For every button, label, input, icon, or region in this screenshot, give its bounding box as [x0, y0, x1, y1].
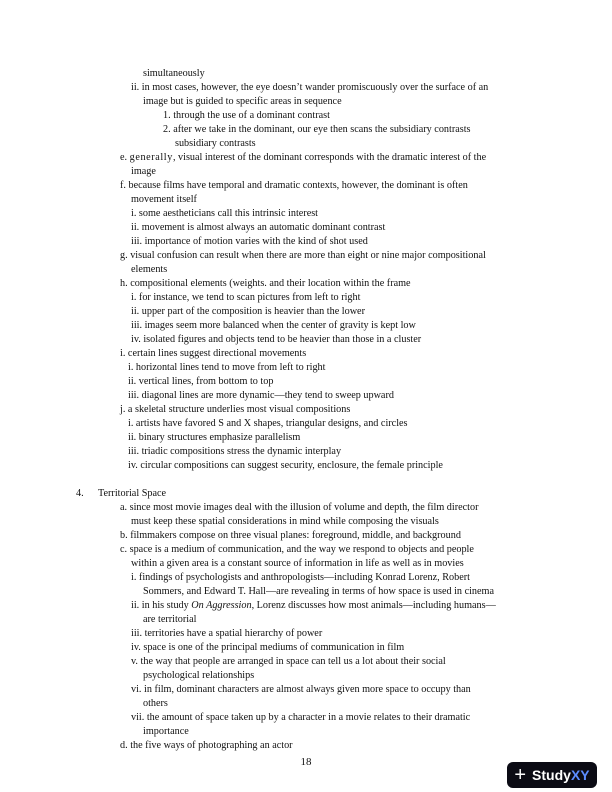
watermark-brand-b: XY	[570, 767, 590, 783]
text-line: iii. diagonal lines are more dynamic—they tend to sweep upward	[128, 390, 394, 401]
text-line: iv. isolated figures and objects tend to be heavier than those in a cluster	[131, 334, 422, 345]
text-line: 2. after we take in the dominant, our eye then scans the subsidiary contrasts	[163, 124, 471, 135]
text-line: elements	[131, 264, 168, 275]
section-heading: Territorial Space	[98, 488, 167, 499]
text-line: i. certain lines suggest directional movements	[120, 348, 307, 359]
text-line: ii. in most cases, however, the eye doesn’t wander promiscuously over the surface of an	[131, 82, 489, 93]
text-segment: ii. in his study	[131, 600, 192, 611]
text-line: f. because films have temporal and dramatic contexts, however, the dominant is often	[120, 180, 468, 191]
text-line: must keep these spatial considerations in mind while composing the visuals	[131, 516, 439, 527]
text-line: a. since most movie images deal with the illusion of volume and depth, the film director	[120, 502, 479, 513]
text-line: image	[131, 166, 156, 177]
text-line: iii. territories have a spatial hierarchy of power	[131, 628, 323, 639]
section-number: 4.	[76, 488, 84, 499]
text-line: within a given area is a constant source of information in life as well as in movies	[131, 558, 464, 569]
watermark-logo	[507, 762, 597, 788]
text-segment: e.	[120, 152, 130, 163]
text-line: Sommers, and Edward T. Hall—are revealing in terms of how space is used in cinema	[143, 586, 494, 597]
text-line: vii. the amount of space taken up by a character in a movie relates to their dramatic	[131, 712, 471, 723]
plus-icon: +	[514, 764, 527, 786]
text-line: iv. circular compositions can suggest security, enclosure, the female principle	[128, 460, 443, 471]
text-line: movement itself	[131, 194, 197, 205]
text-line: are territorial	[143, 614, 197, 625]
text-line: b. filmmakers compose on three visual planes: foreground, middle, and background	[120, 530, 461, 541]
text-line: ii. vertical lines, from bottom to top	[128, 376, 274, 387]
text-line: i. horizontal lines tend to move from left to right	[128, 362, 326, 373]
text-segment: generally	[129, 152, 173, 163]
text-line: i. findings of psychologists and anthropologists—including Konrad Lorenz, Robert	[131, 572, 470, 583]
text-line: ii. binary structures emphasize parallelism	[128, 432, 301, 443]
text-segment: , Lorenz discusses how most animals—including humans—	[251, 600, 496, 611]
watermark-brand	[532, 767, 590, 783]
text-line: psychological relationships	[143, 670, 255, 681]
text-line: simultaneously	[143, 68, 205, 79]
text-line: 1. through the use of a dominant contrast	[163, 110, 330, 121]
page-number: 18	[300, 756, 312, 768]
text-line: i. some aestheticians call this intrinsic interest	[131, 208, 319, 219]
text-line: i. for instance, we tend to scan pictures from left to right	[131, 292, 361, 303]
text-segment: , visual interest of the dominant corresponds with the dramatic interest of the	[172, 152, 487, 163]
text-line: ii. upper part of the composition is heavier than the lower	[131, 306, 365, 317]
text-line: h. compositional elements (weights. and their location within the frame	[120, 278, 411, 289]
text-line: vi. in film, dominant characters are almost always given more space to occupy than	[131, 684, 471, 695]
text-line: image but is guided to specific areas in sequence	[143, 96, 342, 107]
text-line	[131, 600, 496, 612]
text-line: d. the five ways of photographing an actor	[120, 740, 293, 751]
text-line: others	[143, 698, 168, 709]
text-line: iii. importance of motion varies with the kind of shot used	[131, 236, 368, 247]
text-line: c. space is a medium of communication, and the way we respond to objects and people	[120, 544, 474, 555]
book-title: On Aggression	[191, 600, 252, 611]
text-line: g. visual confusion can result when there are more than eight or nine major compositional	[120, 250, 486, 261]
text-line: ii. movement is almost always an automatic dominant contrast	[131, 222, 386, 233]
watermark-brand-a: Study	[532, 767, 571, 783]
text-line: iv. space is one of the principal mediums of communication in film	[131, 642, 405, 653]
text-line	[120, 152, 486, 164]
text-line: importance	[143, 726, 189, 737]
text-line: v. the way that people are arranged in space can tell us a lot about their social	[131, 656, 446, 667]
text-line: j. a skeletal structure underlies most visual compositions	[120, 404, 351, 415]
text-line: subsidiary contrasts	[175, 138, 256, 149]
text-line: iii. triadic compositions stress the dynamic interplay	[128, 446, 342, 457]
text-line: iii. images seem more balanced when the center of gravity is kept low	[131, 320, 416, 331]
text-line: i. artists have favored S and X shapes, triangular designs, and circles	[128, 418, 408, 429]
